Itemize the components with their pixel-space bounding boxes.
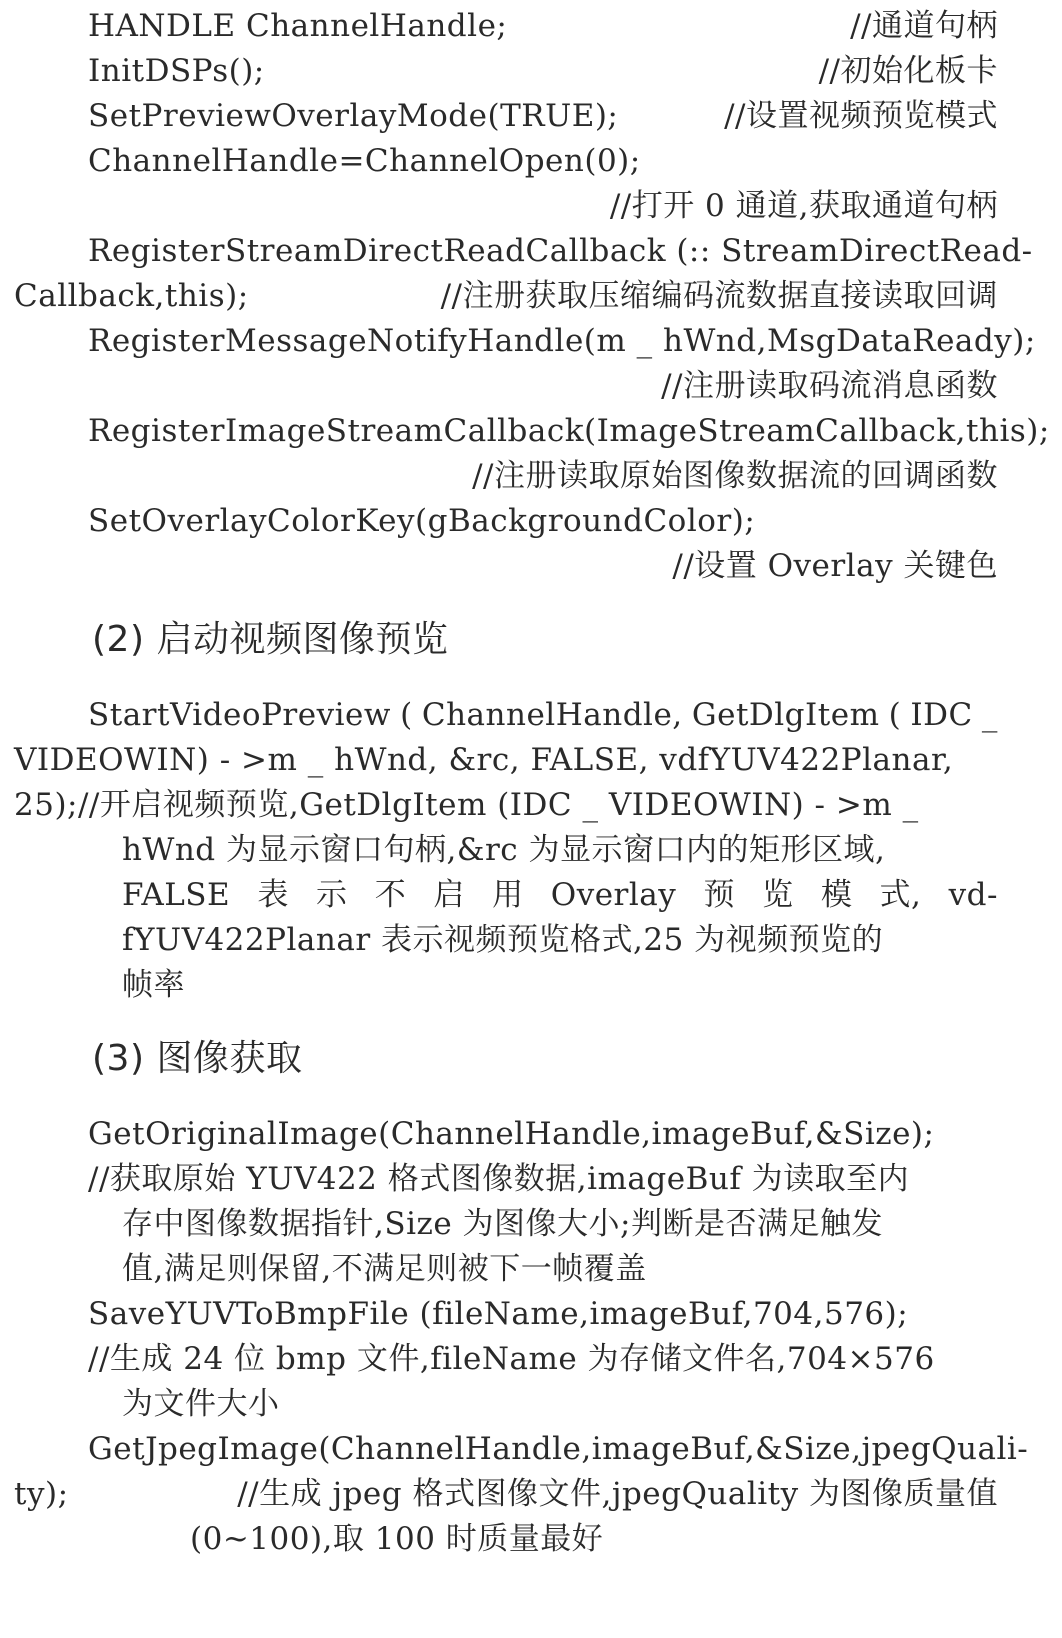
comment-get-original-line3: 值,满足则保留,不满足则被下一帧覆盖 — [122, 1251, 647, 1287]
token: IDC — [910, 697, 973, 733]
code-color-key-call: SetOverlayColorKey(gBackgroundColor); — [88, 503, 756, 539]
section-3-heading: (3) 图像获取 — [92, 1038, 303, 1079]
code-register-stream-line2: Callback,this); — [14, 278, 249, 314]
comment-get-original-line1: //获取原始 YUV422 格式图像数据,imageBuf 为读取至内 — [88, 1161, 910, 1197]
token: Overlay — [550, 877, 677, 913]
token: 式, — [879, 877, 922, 913]
code-get-jpeg-line1: GetJpegImage(ChannelHandle,imageBuf,&Size,jpegQuali- — [88, 1431, 1029, 1467]
section-2-heading: (2) 启动视频图像预览 — [92, 619, 449, 660]
code-comment-channel-open: //打开 0 通道,获取通道句柄 — [609, 188, 998, 224]
comment-get-jpeg-line2: (0~100),取 100 时质量最好 — [190, 1521, 604, 1557]
code-save-bmp-call: SaveYUVToBmpFile (fileName,imageBuf,704,576); — [88, 1296, 909, 1332]
code-register-image-call: RegisterImageStreamCallback(ImageStreamCallback,this); — [88, 413, 1050, 449]
token: StartVideoPreview — [88, 697, 391, 733]
token: FALSE — [122, 877, 231, 913]
code-start-preview-line2: VIDEOWIN) - >m _ hWnd, &rc, FALSE, vdfYUV422Planar, — [14, 742, 954, 778]
code-comment-register-msg: //注册读取码流消息函数 — [661, 368, 998, 404]
code-overlay-mode-call: SetPreviewOverlayMode(TRUE); — [88, 98, 619, 134]
code-comment-overlay-mode: //设置视频预览模式 — [724, 98, 998, 134]
code-channel-open-call: ChannelHandle=ChannelOpen(0); — [88, 143, 641, 179]
code-register-stream-line1: RegisterStreamDirectReadCallback (:: StreamDirectRead- — [88, 233, 1033, 269]
comment-preview-line1: hWnd 为显示窗口句柄,&rc 为显示窗口内的矩形区域, — [122, 832, 886, 868]
code-comment-register-image: //注册读取原始图像数据流的回调函数 — [472, 458, 998, 494]
token: 用 — [492, 877, 524, 913]
comment-preview-line2 — [122, 873, 998, 917]
comment-get-jpeg-line1: //生成 jpeg 格式图像文件,jpegQuality 为图像质量值 — [237, 1476, 998, 1512]
code-comment-register-stream: //注册获取压缩编码流数据直接读取回调 — [440, 278, 998, 314]
comment-preview-line3: fYUV422Planar 表示视频预览格式,25 为视频预览的 — [122, 922, 884, 958]
token: GetDlgItem — [691, 697, 880, 733]
code-comment-handle: //通道句柄 — [850, 8, 998, 44]
token: 示 — [316, 877, 348, 913]
token: vd- — [948, 877, 998, 913]
token: 启 — [433, 877, 465, 913]
token: 览 — [762, 877, 794, 913]
code-register-msg-call: RegisterMessageNotifyHandle(m _ hWnd,MsgDataReady); — [88, 323, 1036, 359]
token: 表 — [257, 877, 289, 913]
token: 模 — [820, 877, 853, 913]
code-handle-decl: HANDLE ChannelHandle; — [88, 8, 508, 44]
token: _ — [981, 697, 998, 733]
code-get-jpeg-line2: ty); — [14, 1476, 69, 1512]
code-init-call: InitDSPs(); — [88, 53, 265, 89]
token: ( — [888, 697, 902, 733]
token: 不 — [374, 877, 407, 913]
code-get-original-call: GetOriginalImage(ChannelHandle,imageBuf,&Size); — [88, 1116, 935, 1152]
comment-save-bmp-line2: 为文件大小 — [122, 1386, 280, 1422]
token: ( — [400, 697, 413, 733]
code-comment-init: //初始化板卡 — [818, 53, 998, 89]
token: 预 — [703, 877, 735, 913]
comment-get-original-line2: 存中图像数据指针,Size 为图像大小;判断是否满足触发 — [122, 1206, 883, 1242]
comment-preview-line4: 帧率 — [122, 967, 185, 1003]
token: ChannelHandle, — [421, 697, 683, 733]
code-comment-color-key: //设置 Overlay 关键色 — [672, 548, 998, 584]
comment-save-bmp-line1: //生成 24 位 bmp 文件,fileName 为存储文件名,704×576 — [88, 1341, 935, 1377]
code-start-preview-line1 — [88, 693, 998, 737]
code-start-preview-line3: 25);//开启视频预览,GetDlgItem (IDC _ VIDEOWIN) - >m _ — [14, 787, 919, 823]
